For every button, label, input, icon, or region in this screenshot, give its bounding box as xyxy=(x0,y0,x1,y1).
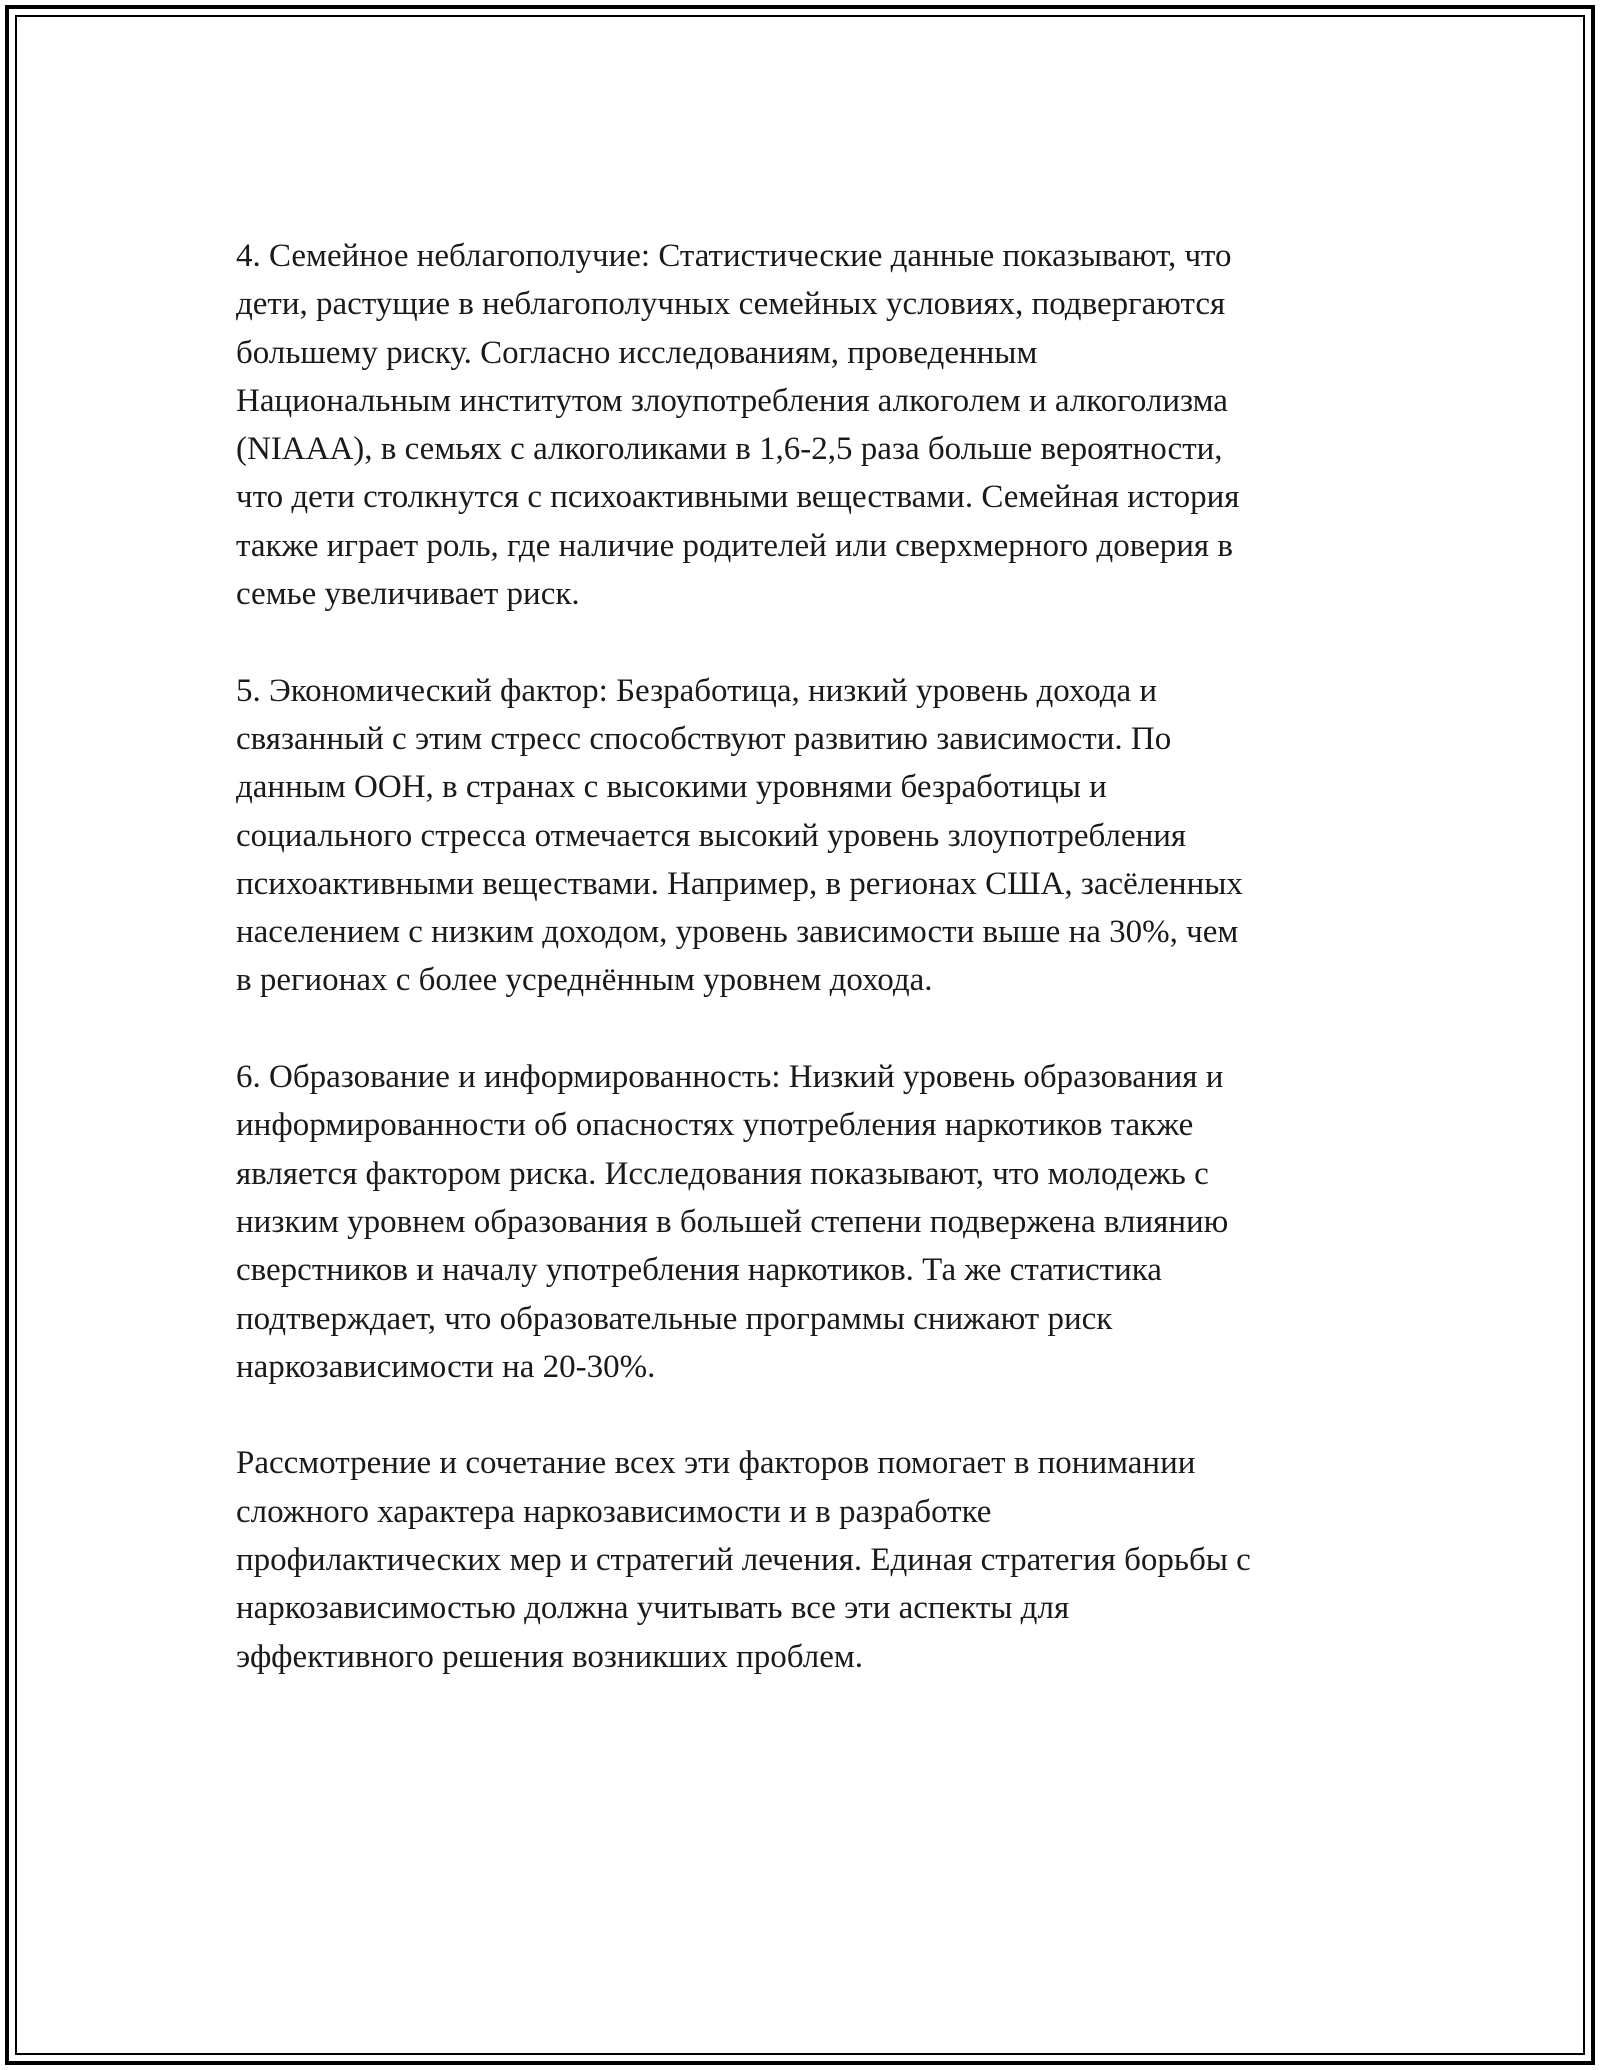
text-line: также играет роль, где наличие родителей или сверхмерного доверия в xyxy=(236,527,1233,564)
text-line: 6. Образование и информированность: Низкий уровень образования и xyxy=(236,1059,1224,1096)
paragraph-family-dysfunction xyxy=(236,232,1376,618)
text-line: связанный с этим стресс способствуют развитию зависимости. По xyxy=(236,720,1172,757)
text-line: дети, растущие в неблагополучных семейных условиях, подвергаются xyxy=(236,286,1226,323)
text-line: профилактических мер и стратегий лечения. Единая стратегия борьбы с xyxy=(236,1542,1251,1579)
text-line: в регионах с более усреднённым уровнем дохода. xyxy=(236,962,933,999)
text-line: населением с низким доходом, уровень зависимости выше на 30%, чем xyxy=(236,914,1239,951)
text-line: семье увеличивает риск. xyxy=(236,576,580,613)
text-line: Рассмотрение и сочетание всех эти факторов помогает в понимании xyxy=(236,1445,1196,1482)
text-line: социального стресса отмечается высокий уровень злоупотребления xyxy=(236,817,1187,854)
text-line: Национальным институтом злоупотребления алкоголем и алкоголизма xyxy=(236,382,1228,419)
text-line: наркозависимостью должна учитывать все эти аспекты для xyxy=(236,1590,1070,1627)
paragraph-conclusion xyxy=(236,1439,1376,1680)
paragraph-economic-factor xyxy=(236,667,1376,1005)
text-line: данным ООН, в странах с высокими уровнями безработицы и xyxy=(236,769,1107,806)
document-body xyxy=(236,232,1376,1729)
paragraph-education xyxy=(236,1053,1376,1391)
text-line: информированности об опасностях употребления наркотиков также xyxy=(236,1107,1194,1144)
text-line: наркозависимости на 20-30%. xyxy=(236,1348,656,1385)
text-line: является фактором риска. Исследования показывают, что молодежь с xyxy=(236,1155,1209,1192)
text-line: сложного характера наркозависимости и в разработке xyxy=(236,1493,992,1530)
text-line: эффективного решения возникших проблем. xyxy=(236,1638,863,1675)
text-line: 4. Семейное неблагополучие: Статистические данные показывают, что xyxy=(236,238,1232,274)
text-line: (NIAAA), в семьях с алкоголиками в 1,6-2,5 раза больше вероятности, xyxy=(236,431,1223,468)
text-line: низким уровнем образования в большей степени подвержена влиянию xyxy=(236,1203,1229,1240)
text-line: большему риску. Согласно исследованиям, проведенным xyxy=(236,334,1038,371)
text-line: 5. Экономический фактор: Безработица, низкий уровень дохода и xyxy=(236,672,1158,709)
text-line: что дети столкнутся с психоактивными веществами. Семейная история xyxy=(236,479,1240,516)
text-line: психоактивными веществами. Например, в регионах США, засёленных xyxy=(236,865,1243,902)
text-line: подтверждает, что образовательные программы снижают риск xyxy=(236,1300,1113,1337)
text-line: сверстников и началу употребления наркотиков. Та же статистика xyxy=(236,1252,1162,1289)
